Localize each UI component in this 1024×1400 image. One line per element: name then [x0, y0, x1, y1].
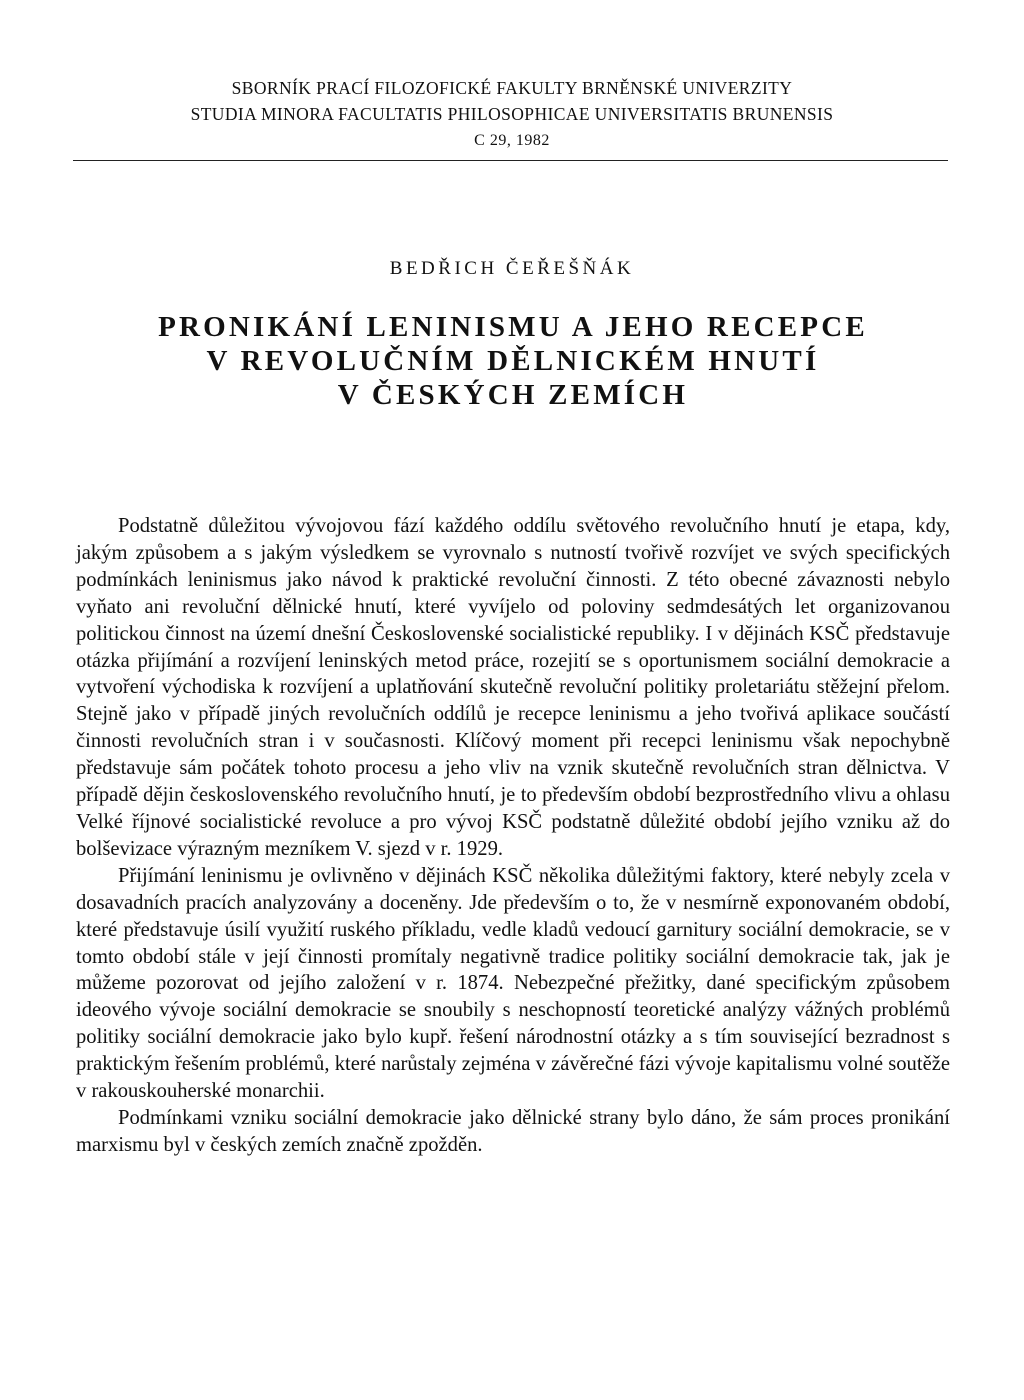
- paragraph-2: Přijímání leninismu je ovlivněno v dějinách KSČ několika důležitými faktory, které nebyly zcela v dosavadních pracích analyzovány a doceněny. Jde především o to, že v nesmírně exponovaném období, které představuje úsilí využití ruského příkladu, vedle kladů vedoucí garnitury sociální demokracie, se v tomto období stále v její činnosti promítaly negativně tradice politiky sociální demokracie tak, jak je můžeme pozorovat od jejího založení v r. 1874. Nebezpečné přežitky, dané specifickým způsobem ideového vývoje sociální demokracie se snoubily s neschopností teoretické analýzy vážných problémů politiky sociální demokracie jako bylo kupř. řešení národnostní otázky a s tím související bezradnost s praktickým řešením problémů, které narůstaly zejména v závěrečné fázi vývoje kapitalismu volné soutěže v rakouskouherské monarchii.: [76, 864, 950, 1103]
- article-body: [76, 513, 950, 1159]
- volume-info: C 29, 1982: [474, 132, 550, 149]
- series-title-latin: STUDIA MINORA FACULTATIS PHILOSOPHICAE UNIVERSITATIS BRUNENSIS: [190, 104, 834, 124]
- title-line-1: PRONIKÁNÍ LENINISMU A JEHO RECEPCE: [158, 311, 868, 343]
- paragraph-3: Podmínkami vzniku sociální demokracie jako dělnické strany bylo dáno, že sám proces pronikání marxismu byl v českých zemích značně zpožděn.: [76, 1106, 950, 1156]
- header-divider: [73, 160, 948, 161]
- paragraph-1: Podstatně důležitou vývojovou fází každého oddílu světového revolučního hnutí je etapa, kdy, jakým způsobem a s jakým výsledkem se vyrovnalo s nutností tvořivě rozvíjet ve svých specifických podmínkách leninismus jako návod k praktické revoluční činnosti. Z této obecné závaznosti nebylo vyňato ani revoluční dělnické hnutí, které vyvíjelo od poloviny sedmdesátých let organizovanou politickou činnost na území dnešní Československé socialistické republiky. I v dějinách KSČ představuje otázka přijímání a rozvíjení leninských metod práce, rozejití se s oportunismem sociální demokracie a vytvoření východiska k rozvíjení a uplatňování skutečně revoluční politiky proletariátu stěžejní přelom. Stejně jako v případě jiných revolučních oddílů je recepce leninismu a jeho tvořivá aplikace součástí činnosti revolučních stran i v současnosti. Klíčový moment při recepci leninismu však nepochybně představuje sám počátek tohoto procesu a jeho vliv na vznik skutečně revolučních stran dělnictva. V případě dějin československého revolučního hnutí, je to především období bezprostředního vlivu a ohlasu Velké říjnové socialistické revoluce a pro vývoj KSČ podstatně důležité období jejího vzniku až do bolševizace výrazným mezníkem V. sjezd v r. 1929.: [76, 515, 950, 860]
- title-line-3: V ČESKÝCH ZEMÍCH: [337, 379, 689, 411]
- article-title: [78, 310, 948, 412]
- author-name: BEDŘICH ČEŘEŠŇÁK: [389, 258, 635, 279]
- series-title-czech: SBORNÍK PRACÍ FILOZOFICKÉ FAKULTY BRNĚNSKÉ UNIVERZITY: [231, 78, 793, 98]
- title-line-2: V REVOLUČNÍM DĚLNICKÉM HNUTÍ: [206, 345, 820, 377]
